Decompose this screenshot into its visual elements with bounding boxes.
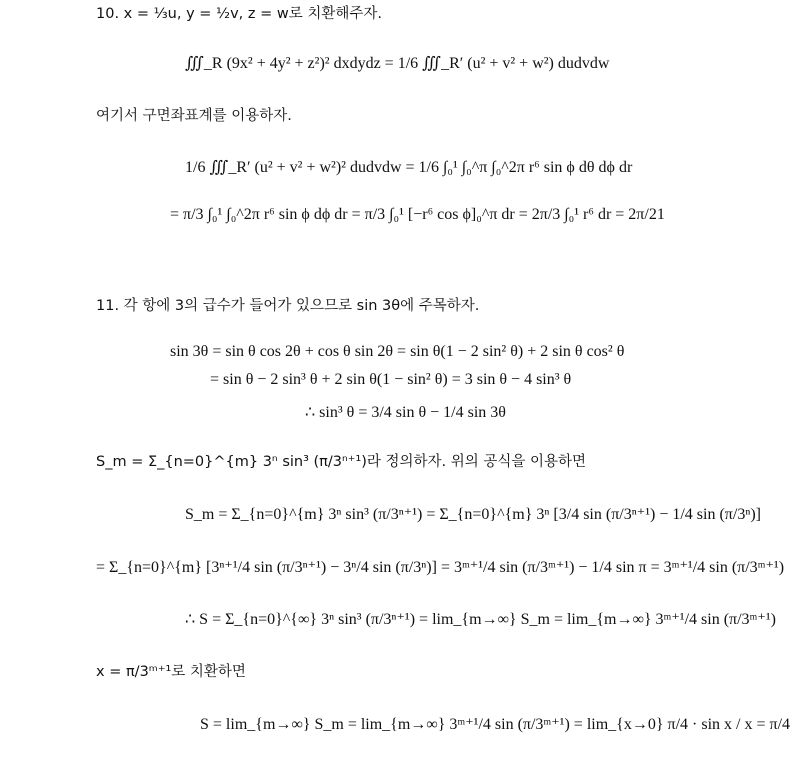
equation-11-sum-3: ∴ S = Σ_{n=0}^{∞} 3ⁿ sin³ (π/3ⁿ⁺¹) = lim_{m→∞} S_m = lim_{m→∞} 3ᵐ⁺¹/4 sin (π/3ᵐ⁺¹) [185, 611, 776, 628]
equation-10-substitution: ∭_R (9x² + 4y² + z²)² dxdydz = 1/6 ∭_R′ (u² + v² + w²) dudvdw [185, 55, 610, 72]
problem-10-intro: 10. x = ⅓u, y = ½v, z = w로 치환해주자. [96, 6, 382, 22]
equation-11-triple-angle-2: = sin θ − 2 sin³ θ + 2 sin θ(1 − sin² θ) = 3 sin θ − 4 sin³ θ [210, 371, 572, 388]
equation-11-triple-angle-1: sin 3θ = sin θ cos 2θ + cos θ sin 2θ = sin θ(1 − 2 sin² θ) + 2 sin θ cos² θ [170, 343, 625, 360]
problem-11-intro: 11. 각 항에 3의 급수가 들어가 있으므로 sin 3θ에 주목하자. [96, 298, 480, 314]
equation-11-sum-1: S_m = Σ_{n=0}^{m} 3ⁿ sin³ (π/3ⁿ⁺¹) = Σ_{n=0}^{m} 3ⁿ [3/4 sin (π/3ⁿ⁺¹) − 1/4 sin (π/3ⁿ)] [185, 506, 762, 523]
equation-10-spherical-line2: = π/3 ∫₀¹ ∫₀^2π r⁶ sin ϕ dϕ dr = π/3 ∫₀¹ [−r⁶ cos ϕ]₀^π dr = 2π/3 ∫₀¹ r⁶ dr = 2π/21 [170, 206, 665, 223]
problem-11-substitution: x = π/3ᵐ⁺¹로 치환하면 [96, 664, 246, 680]
equation-11-sin-cubed: ∴ sin³ θ = 3/4 sin θ − 1/4 sin 3θ [305, 404, 506, 421]
equation-11-sum-2: = Σ_{n=0}^{m} [3ⁿ⁺¹/4 sin (π/3ⁿ⁺¹) − 3ⁿ/4 sin (π/3ⁿ)] = 3ᵐ⁺¹/4 sin (π/3ᵐ⁺¹) − 1/4 sin π = 3ᵐ⁺¹/4 sin (π/3ᵐ⁺¹) [96, 559, 785, 576]
equation-10-spherical-line1: 1/6 ∭_R′ (u² + v² + w²)² dudvdw = 1/6 ∫₀¹ ∫₀^π ∫₀^2π r⁶ sin ϕ dθ dϕ dr [185, 159, 633, 176]
equation-11-final: S = lim_{m→∞} S_m = lim_{m→∞} 3ᵐ⁺¹/4 sin (π/3ᵐ⁺¹) = lim_{x→0} π/4 · sin x / x = π/4 [200, 716, 791, 733]
problem-11-definition: S_m = Σ_{n=0}^{m} 3ⁿ sin³ (π/3ⁿ⁺¹)라 정의하자. 위의 공식을 이용하면 [96, 454, 587, 470]
problem-10-spherical-note: 여기서 구면좌표계를 이용하자. [96, 108, 292, 124]
